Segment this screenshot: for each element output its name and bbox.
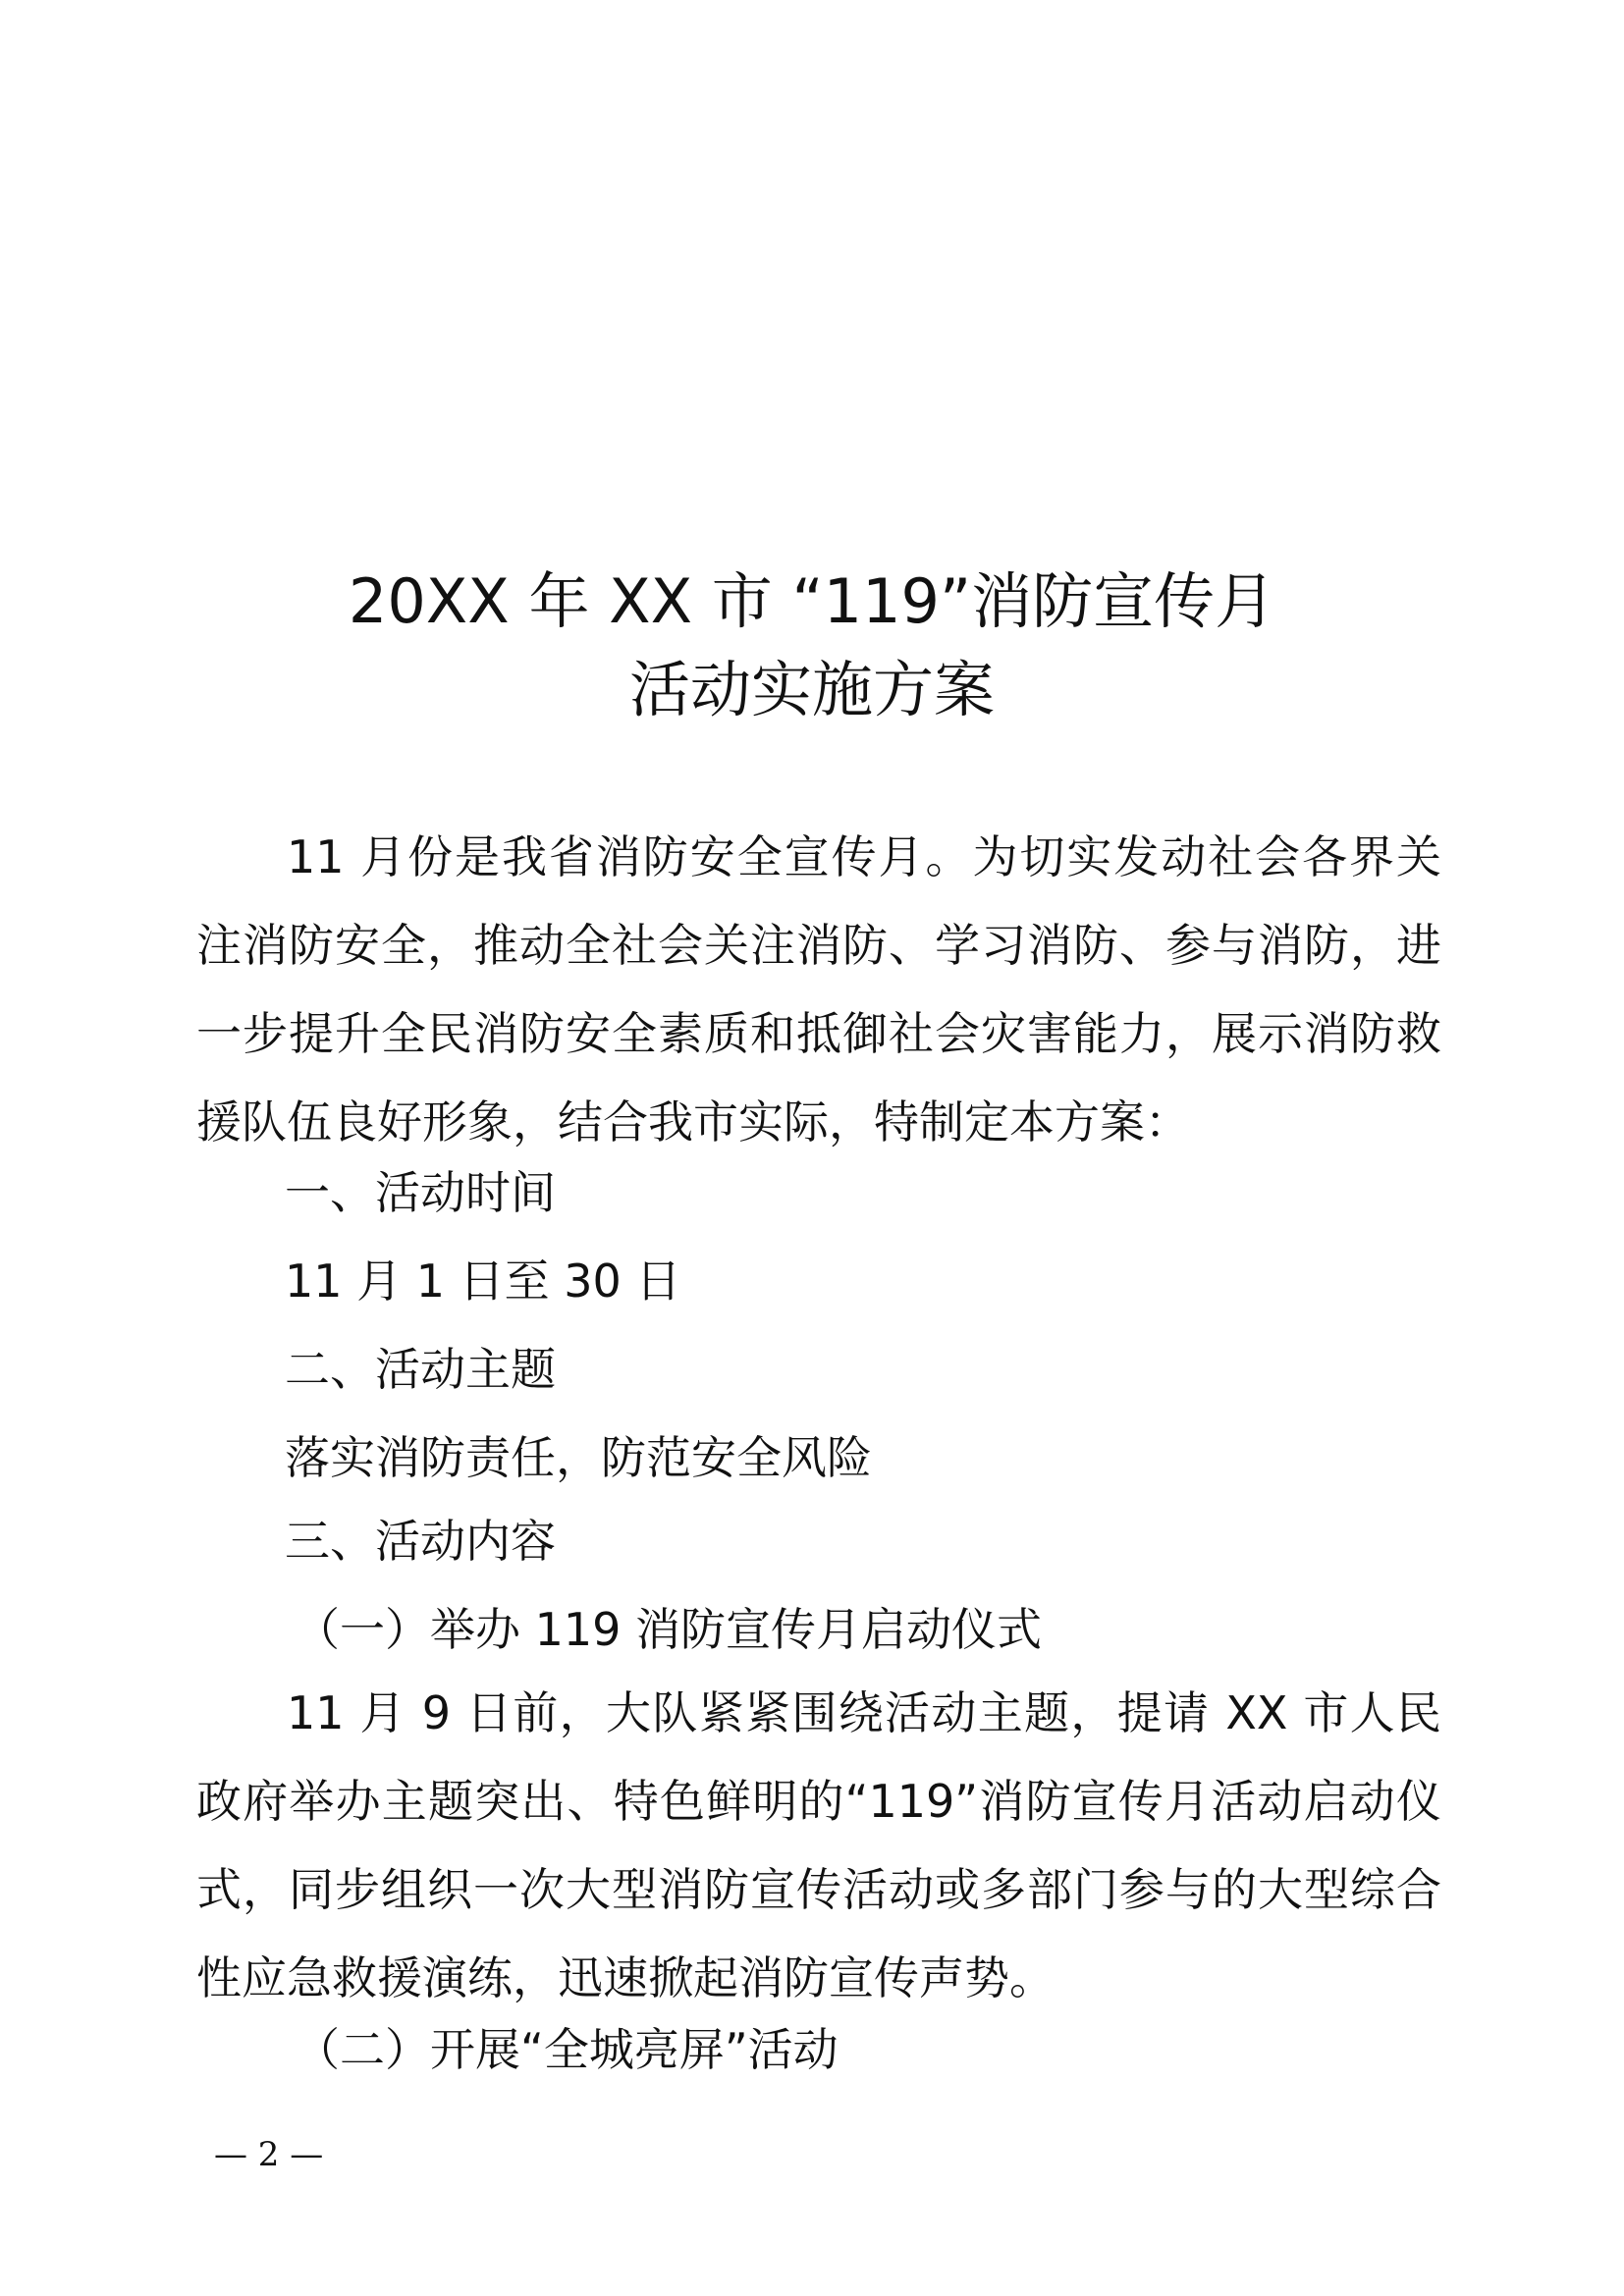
section-heading-time: 一、活动时间 <box>285 1166 556 1219</box>
launch-ceremony-paragraph-text: 11 月 9 日前，大队紧紧围绕活动主题，提请 XX 市人民政府举办主题突出、特色鲜明的“119”消防宣传月活动启动仪式，同步组织一次大型消防宣传活动或多部门参与的大型综合性应急救援演练，迅速掀起消防宣传声势。 <box>196 1686 1441 2004</box>
document-title-line-2: 活动实施方案 <box>628 654 995 725</box>
activity-theme-text: 落实消防责任，防范安全风险 <box>285 1431 872 1484</box>
section-heading-content: 三、活动内容 <box>285 1515 556 1568</box>
intro-paragraph <box>196 813 1441 1166</box>
subsection-heading-city-screen: （二）开展“全城亮屏”活动 <box>295 2023 839 2076</box>
intro-paragraph-text: 11 月份是我省消防安全宣传月。为切实发动社会各界关注消防安全，推动全社会关注消防、学习消防、参与消防，进一步提升全民消防安全素质和抵御社会灾害能力，展示消防救援队伍良好形象，结合我市实际，特制定本方案： <box>196 830 1441 1148</box>
page-number: — 2 — <box>214 2135 324 2174</box>
subsection-heading-launch-ceremony: （一）举办 119 消防宣传月启动仪式 <box>295 1603 1043 1656</box>
section-heading-theme: 二、活动主题 <box>285 1343 556 1396</box>
launch-ceremony-paragraph <box>196 1669 1441 2022</box>
activity-period-text: 11 月 1 日至 30 日 <box>285 1255 681 1308</box>
document-title-line-1: 20XX 年 XX 市 “119”消防宣传月 <box>348 565 1276 637</box>
